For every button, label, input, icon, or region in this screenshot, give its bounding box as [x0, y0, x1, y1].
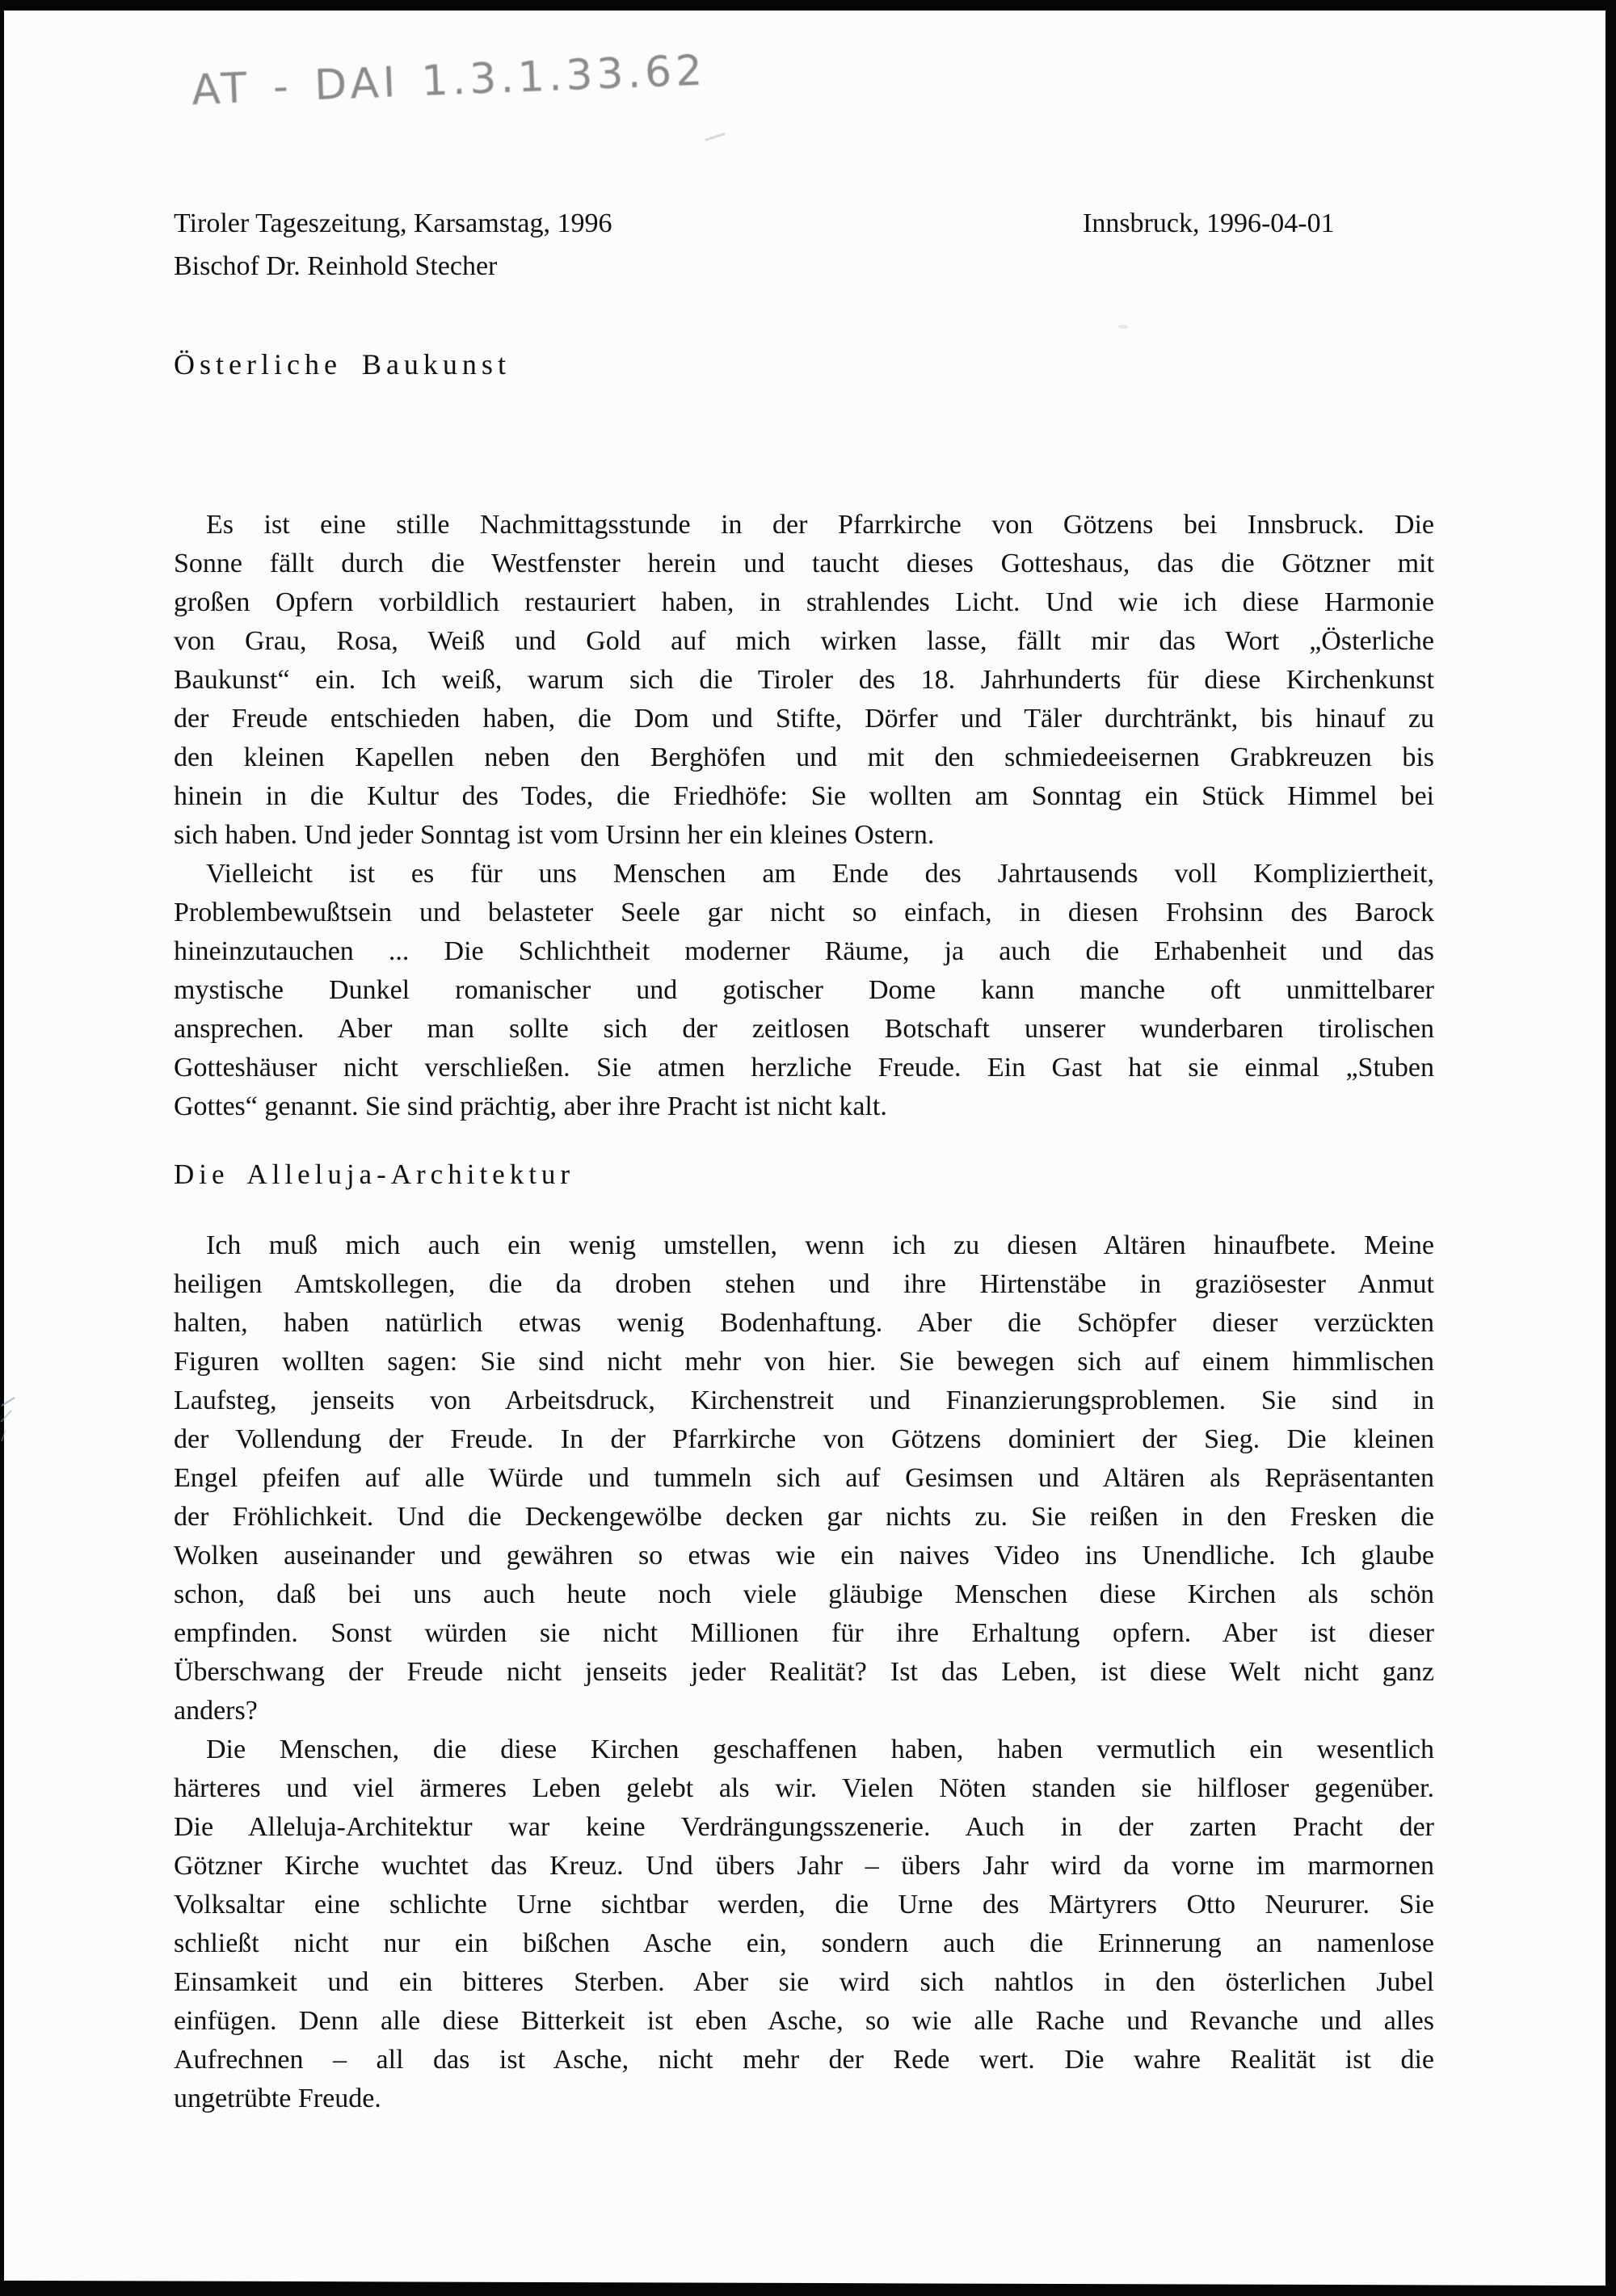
author-line: Bischof Dr. Reinhold Stecher	[174, 251, 498, 281]
pencil-tick-mark	[705, 132, 726, 141]
scan-edge-left	[0, 0, 4, 2296]
text-line: mystische Dunkel romanischer und gotischer Dome kann manche oft unmittelbarer	[174, 975, 1434, 1005]
text-line: empfinden. Sonst würden sie nicht Millionen für ihre Erhaltung opfern. Aber ist dieser	[174, 1618, 1434, 1648]
text-line: Vielleicht ist es für uns Menschen am Ende des Jahrtausends voll Kompliziertheit,	[206, 859, 1434, 889]
text-line: Überschwang der Freude nicht jenseits jeder Realität? Ist das Leben, ist diese Welt nicht ganz	[174, 1657, 1434, 1687]
text-line: hinein in die Kultur des Todes, die Friedhöfe: Sie wollten am Sonntag ein Stück Himmel bei	[174, 781, 1434, 811]
text-line: Volksaltar eine schlichte Urne sichtbar werden, die Urne des Märtyrers Otto Neururer. Sie	[174, 1890, 1434, 1920]
text-line: Ich muß mich auch ein wenig umstellen, wenn ich zu diesen Altären hinaufbete. Meine	[206, 1230, 1434, 1260]
text-line: Wolken auseinander und gewähren so etwas wie ein naives Video ins Unendliche. Ich glaube	[174, 1541, 1434, 1571]
paragraph	[174, 1730, 1434, 2118]
text-line: Es ist eine stille Nachmittagsstunde in der Pfarrkirche von Götzens bei Innsbruck. Die	[206, 510, 1434, 540]
text-line: Gottes“ genannt. Sie sind prächtig, aber ihre Pracht ist nicht kalt.	[174, 1091, 887, 1121]
paragraph	[174, 1226, 1434, 1730]
text-line: Figuren wollten sagen: Sie sind nicht mehr von hier. Sie bewegen sich auf einem himmlischen	[174, 1347, 1434, 1377]
text-line: großen Opfern vorbildlich restauriert haben, in strahlendes Licht. Und wie ich diese Harmonie	[174, 587, 1434, 617]
paragraph	[174, 855, 1434, 1126]
text-line: Laufsteg, jenseits von Arbeitsdruck, Kirchenstreit und Finanzierungsproblemen. Sie sind in	[174, 1386, 1434, 1415]
text-line: halten, haben natürlich etwas wenig Bodenhaftung. Aber die Schöpfer dieser verzückten	[174, 1308, 1434, 1338]
text-line: Gotteshäuser nicht verschließen. Sie atmen herzliche Freude. Ein Gast hat sie einmal „Stuben	[174, 1053, 1434, 1083]
scan-edge-right	[1605, 0, 1616, 2296]
section-heading: Die Alleluja-Architektur	[174, 1159, 575, 1190]
blue-pen-mark	[0, 1394, 21, 1446]
text-line: hineinzutauchen ... Die Schlichtheit moderner Räume, ja auch die Erhabenheit und das	[174, 936, 1434, 966]
text-line: Die Alleluja-Architektur war keine Verdrängungsszenerie. Auch in der zarten Pracht der	[174, 1812, 1434, 1842]
text-line: ansprechen. Aber man sollte sich der zeitlosen Botschaft unserer wunderbaren tirolischen	[174, 1014, 1434, 1044]
text-line: einfügen. Denn alle diese Bitterkeit ist eben Asche, so wie alle Rache und Revanche und alles	[174, 2006, 1434, 2036]
text-line: der Freude entschieden haben, die Dom und Stifte, Dörfer und Täler durchtränkt, bis hinauf zu	[174, 704, 1434, 734]
text-line: heiligen Amtskollegen, die da droben stehen und ihre Hirtenstäbe in graziösester Anmut	[174, 1269, 1434, 1299]
document-header	[174, 202, 612, 288]
text-line: anders?	[174, 1696, 258, 1726]
publication-line: Tiroler Tageszeitung, Karsamstag, 1996	[174, 208, 612, 238]
text-line: Aufrechnen – all das ist Asche, nicht mehr der Rede wert. Die wahre Realität ist die	[174, 2045, 1434, 2075]
scan-edge-top	[0, 0, 1616, 11]
text-line: Die Menschen, die diese Kirchen geschaffenen haben, haben vermutlich ein wesentlich	[206, 1735, 1434, 1764]
text-line: sich haben. Und jeder Sonntag ist vom Ursinn her ein kleines Ostern.	[174, 820, 935, 850]
text-line: Einsamkeit und ein bitteres Sterben. Aber sie wird sich nahtlos in den österlichen Jubel	[174, 1967, 1434, 1997]
text-line: Problembewußtsein und belasteter Seele gar nicht so einfach, in diesen Frohsinn des Barock	[174, 898, 1434, 927]
paper-smudge	[1118, 325, 1128, 329]
text-line: den kleinen Kapellen neben den Berghöfen und mit den schmiedeeisernen Grabkreuzen bis	[174, 742, 1434, 772]
text-line: Engel pfeifen auf alle Würde und tummeln sich auf Gesimsen und Altären als Repräsentanten	[174, 1463, 1434, 1493]
document-title: Österliche Baukunst	[174, 348, 511, 381]
paragraph	[174, 506, 1434, 855]
text-line: Götzner Kirche wuchtet das Kreuz. Und übers Jahr – übers Jahr wird da vorne im marmornen	[174, 1851, 1434, 1881]
dateline: Innsbruck, 1996-04-01	[1083, 208, 1335, 238]
text-line: von Grau, Rosa, Weiß und Gold auf mich wirken lasse, fällt mir das Wort „Österliche	[174, 626, 1434, 656]
scan-edge-bottom	[0, 2281, 1616, 2296]
handwritten-archive-number: AT - DAI 1.3.1.33.62	[191, 46, 708, 115]
text-line: härteres und viel ärmeres Leben gelebt als wir. Vielen Nöten standen sie hilfloser gegenüber.	[174, 1773, 1434, 1803]
text-line: schließt nicht nur ein bißchen Asche ein, sondern auch die Erinnerung an namenlose	[174, 1928, 1434, 1958]
text-line: der Vollendung der Freude. In der Pfarrkirche von Götzens dominiert der Sieg. Die kleinen	[174, 1424, 1434, 1454]
article-body	[174, 506, 1434, 2118]
text-line: Sonne fällt durch die Westfenster herein und taucht dieses Gotteshaus, das die Götzner mit	[174, 549, 1434, 578]
text-line: Baukunst“ ein. Ich weiß, warum sich die Tiroler des 18. Jahrhunderts für diese Kirchenkunst	[174, 665, 1434, 695]
text-line: schon, daß bei uns auch heute noch viele gläubige Menschen diese Kirchen als schön	[174, 1579, 1434, 1609]
text-line: ungetrübte Freude.	[174, 2084, 381, 2113]
text-line: der Fröhlichkeit. Und die Deckengewölbe decken gar nichts zu. Sie reißen in den Fresken die	[174, 1502, 1434, 1532]
